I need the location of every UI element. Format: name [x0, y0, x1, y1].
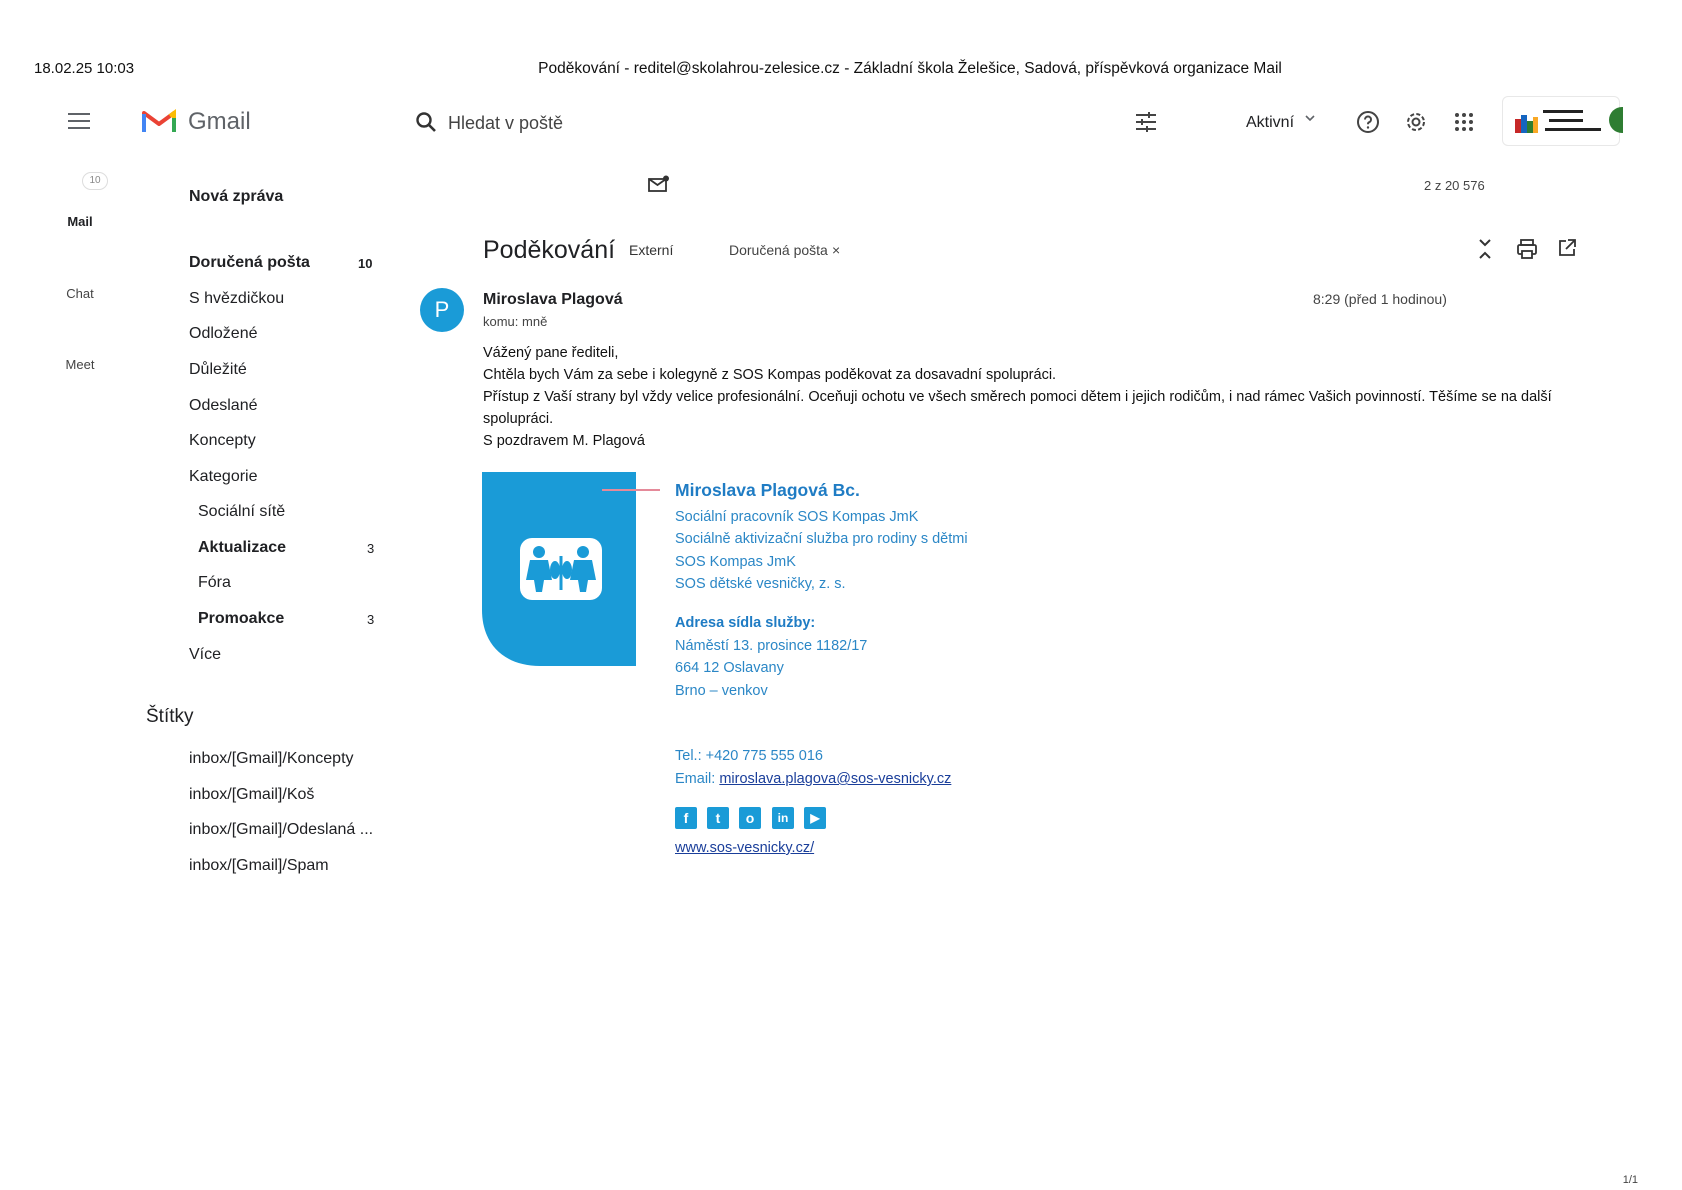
rail-meet[interactable]: Meet [65, 357, 95, 372]
sidebar-item-label: Doručená pošta [189, 254, 310, 271]
main-menu-icon[interactable] [68, 113, 90, 133]
signature-email-label: Email: [675, 771, 720, 787]
sidebar-item-more[interactable]: Více [189, 646, 222, 663]
signature-line: SOS dětské vesničky, z. s. [675, 576, 846, 592]
sender-avatar[interactable]: P [420, 288, 464, 332]
facebook-icon[interactable]: f [675, 807, 697, 829]
sidebar-item-updates[interactable]: Aktualizace [198, 539, 287, 556]
sidebar-item-snoozed[interactable]: Odložené [189, 325, 258, 342]
gmail-wordmark: Gmail [188, 108, 251, 135]
rail-mail[interactable]: Mail [67, 214, 93, 229]
signature-address-label: Adresa sídla služby: [675, 615, 816, 631]
apps-grid-icon[interactable] [1454, 112, 1474, 132]
signature-line: SOS Kompas JmK [675, 554, 796, 570]
rail-chat[interactable]: Chat [66, 286, 94, 301]
signature-email-link[interactable]: miroslava.plagova@sos-vesnicky.cz [719, 771, 952, 787]
body-paragraph: Chtěla bych Vám za sebe i kolegyně z SOS Kompas poděkovat za dosavadní spolupráci. [483, 367, 1057, 383]
pagination-label: 2 z 20 576 [1424, 178, 1485, 193]
youtube-icon[interactable]: ▶ [804, 807, 826, 829]
mark-unread-icon[interactable] [648, 175, 670, 193]
signature-phone: Tel.: +420 775 555 016 [675, 748, 823, 764]
print-page-number: 1/1 [1622, 1174, 1638, 1186]
search-icon[interactable] [414, 110, 438, 134]
sidebar-item-drafts[interactable]: Koncepty [189, 432, 256, 449]
compose-button[interactable]: Nová zpráva [189, 188, 284, 205]
remove-label-icon[interactable]: × [832, 242, 841, 258]
gmail-logo-icon[interactable] [142, 108, 176, 134]
expand-all-icon[interactable] [1476, 238, 1494, 260]
sidebar-item-categories[interactable]: Kategorie [189, 468, 258, 485]
sidebar-item-social[interactable]: Sociální sítě [198, 503, 286, 520]
print-date: 18.02.25 10:03 [34, 60, 135, 77]
sidebar-item-promotions[interactable]: Promoakce [198, 610, 285, 627]
status-dropdown[interactable]: Aktivní [1246, 114, 1295, 131]
body-paragraph: Přístup z Vaší strany byl vždy velice profesionální. Oceňuji ochotu ve všech směrech pomoci dětem i jejich rodičům, i nad rámec Vašich povinností. Těšíme se na další spolupráci. [483, 389, 1552, 427]
linkedin-icon[interactable]: in [772, 807, 794, 829]
signature-line: Sociálně aktivizační služba pro rodiny s dětmi [675, 531, 968, 547]
email-timestamp: 8:29 (před 1 hodinou) [1313, 291, 1447, 307]
email-body [483, 342, 1573, 452]
sidebar-item-starred[interactable]: S hvězdičkou [189, 290, 285, 307]
signature-divider [602, 489, 660, 491]
updates-count: 3 [367, 541, 375, 556]
labels-heading: Štítky [146, 706, 194, 727]
print-icon[interactable] [1516, 238, 1538, 260]
sidebar-item-important[interactable]: Důležité [189, 361, 247, 378]
signature-email-row [675, 771, 951, 787]
sidebar-item-forums[interactable]: Fóra [198, 574, 231, 591]
gear-icon[interactable] [1404, 110, 1428, 134]
signature-website-link[interactable]: www.sos-vesnicky.cz/ [675, 840, 815, 856]
mail-unread-badge: 10 [82, 172, 108, 190]
signature-address-line: 664 12 Oslavany [675, 660, 784, 676]
body-closing: S pozdravem M. Plagová [483, 433, 645, 449]
search-filter-icon[interactable] [1134, 110, 1158, 134]
recipient-line[interactable]: komu: mně [483, 314, 548, 329]
label-item-spam[interactable]: inbox/[Gmail]/Spam [189, 857, 329, 874]
label-item-trash[interactable]: inbox/[Gmail]/Koš [189, 786, 315, 803]
body-greeting: Vážený pane řediteli, [483, 345, 619, 361]
print-title: Poděkování - reditel@skolahrou-zelesice.cz - Základní škola Želešice, Sadová, příspěvková organizace Mail [538, 60, 1282, 77]
sos-childrens-villages-logo [482, 472, 636, 666]
instagram-icon[interactable]: o [739, 807, 761, 829]
search-input[interactable] [448, 109, 1008, 137]
twitter-icon[interactable]: t [707, 807, 729, 829]
inbox-count: 10 [358, 256, 373, 271]
signature-line: Sociální pracovník SOS Kompas JmK [675, 509, 919, 525]
label-item-drafts[interactable]: inbox/[Gmail]/Koncepty [189, 750, 354, 767]
signature-address-line: Náměstí 13. prosince 1182/17 [675, 638, 868, 654]
email-subject: Poděkování [483, 236, 616, 264]
label-item-sent[interactable]: inbox/[Gmail]/Odeslaná ... [189, 821, 374, 838]
open-in-new-window-icon[interactable] [1557, 238, 1577, 258]
inbox-label-chip[interactable]: Doručená pošta [729, 242, 828, 258]
signature-name: Miroslava Plagová Bc. [675, 480, 860, 500]
chevron-down-icon [1304, 112, 1316, 124]
sidebar-item-sent[interactable]: Odeslané [189, 397, 258, 414]
school-logo[interactable] [1502, 96, 1620, 146]
sidebar-item-inbox[interactable] [189, 254, 310, 272]
help-icon[interactable] [1356, 110, 1380, 134]
sender-name[interactable]: Miroslava Plagová [483, 291, 623, 308]
external-tag: Externí [629, 242, 674, 258]
signature-address-line: Brno – venkov [675, 683, 768, 699]
promotions-count: 3 [367, 612, 375, 627]
